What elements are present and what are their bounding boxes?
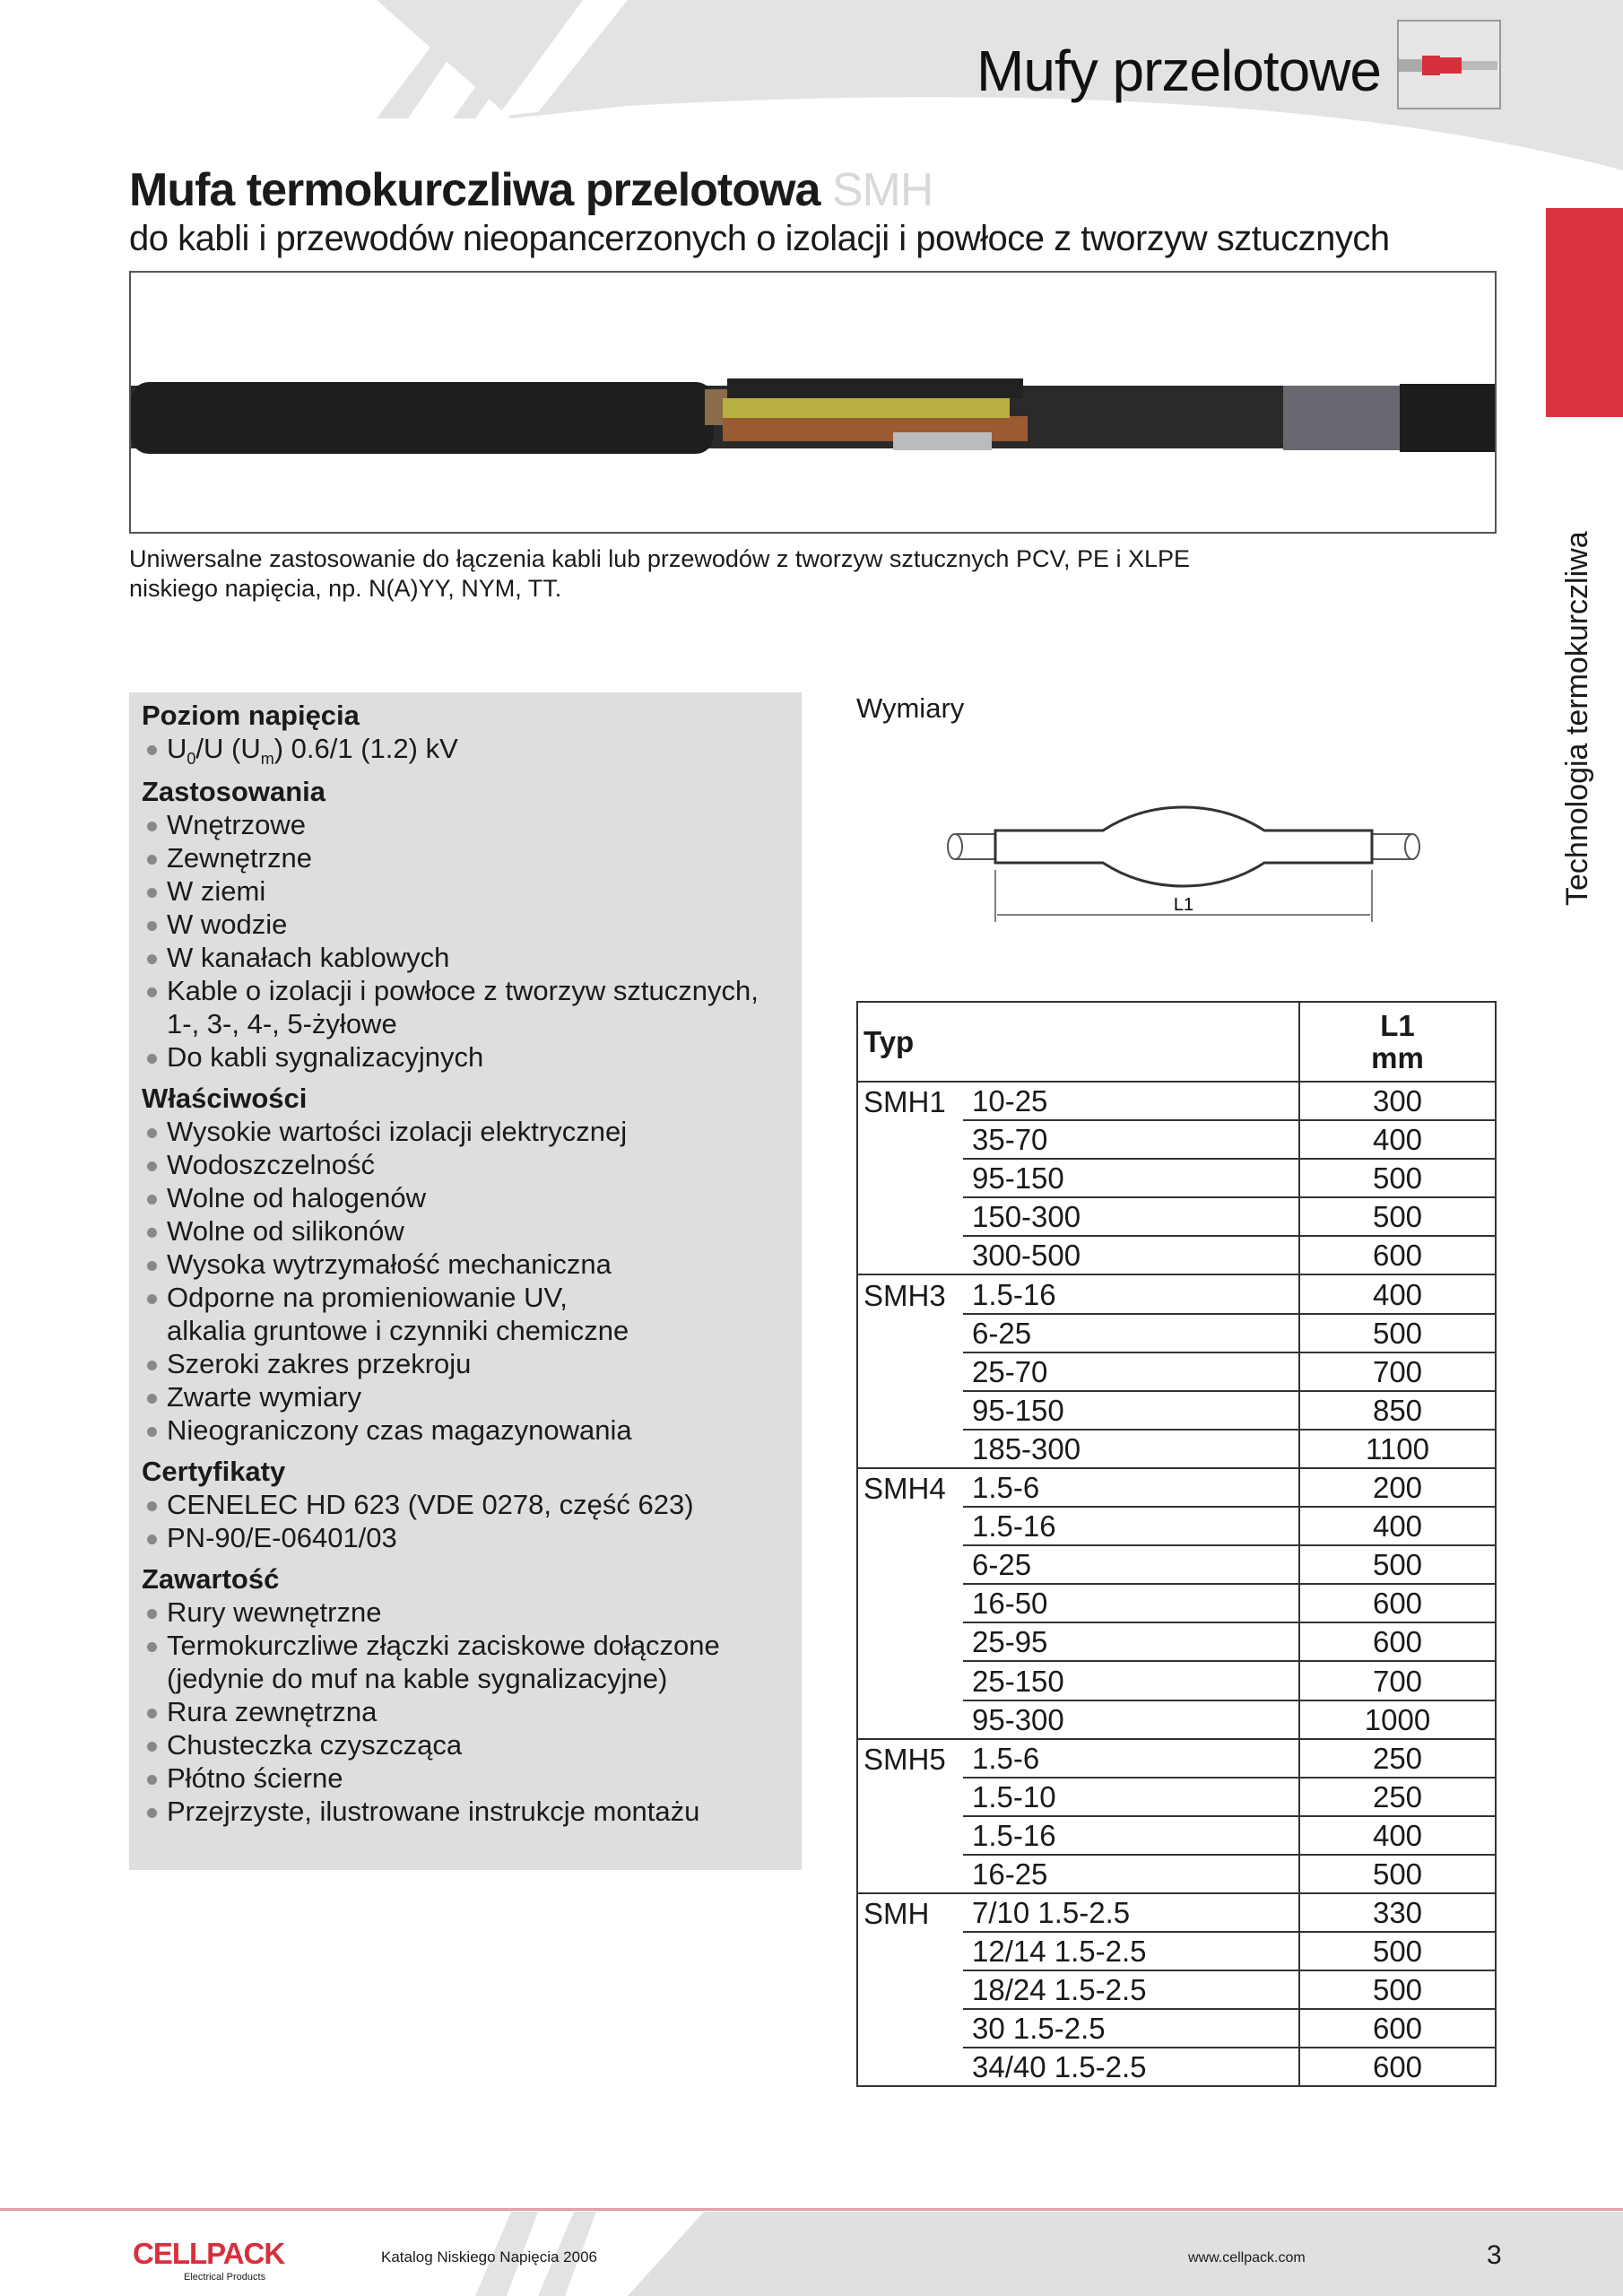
- footer-divider: [0, 2208, 1623, 2211]
- section-0: [142, 776, 789, 1074]
- um-sub: m: [260, 750, 274, 769]
- catalog-name: Katalog Niskiego Napięcia 2006: [381, 2248, 597, 2266]
- l1-cell: 500: [1299, 1855, 1496, 1893]
- l1-label: L1: [1173, 895, 1194, 915]
- table-row: [857, 1545, 1496, 1584]
- l1-cell: 600: [1299, 2009, 1496, 2048]
- list-item: PN-90/E-06401/03: [142, 1521, 789, 1554]
- l1-cell: 500: [1299, 1970, 1496, 2009]
- list-item: Zwarte wymiary: [142, 1380, 789, 1413]
- type-cell: [857, 1816, 963, 1855]
- section-tab: [1546, 208, 1623, 417]
- list-item: Wysokie wartości izolacji elektrycznej: [142, 1115, 789, 1148]
- list-item: Płótno ścierne: [142, 1761, 789, 1795]
- l1-cell: 500: [1299, 1932, 1496, 1970]
- type-cell: [857, 1314, 963, 1352]
- size-cell: 12/14 1.5-2.5: [963, 1932, 1299, 1970]
- l1-cell: 500: [1299, 1159, 1496, 1197]
- section-voltage: [142, 700, 789, 776]
- table-row: [857, 1584, 1496, 1622]
- list-item: Przejrzyste, ilustrowane instrukcje montażu: [142, 1795, 789, 1828]
- type-cell: SMH3: [857, 1274, 963, 1313]
- table-row: [857, 1622, 1496, 1661]
- table-row: [857, 1739, 1496, 1778]
- product-title: [129, 163, 933, 217]
- table-row: [857, 1314, 1496, 1352]
- size-cell: 35-70: [963, 1120, 1299, 1159]
- type-cell: [857, 1622, 963, 1661]
- side-section-label: Technologia termokurczliwa: [1560, 531, 1594, 906]
- size-cell: 95-150: [963, 1159, 1299, 1197]
- table-row: [857, 1274, 1496, 1313]
- l1-cell: 850: [1299, 1391, 1496, 1430]
- type-cell: [857, 1970, 963, 2009]
- title-text: Mufa termokurczliwa przelotowa: [129, 164, 820, 216]
- title-suffix: SMH: [831, 164, 933, 216]
- type-cell: [857, 2048, 963, 2086]
- type-cell: [857, 1236, 963, 1274]
- size-cell: 16-50: [963, 1584, 1299, 1622]
- type-cell: [857, 1430, 963, 1468]
- size-cell: 1.5-6: [963, 1468, 1299, 1507]
- table-row: [857, 1507, 1496, 1545]
- size-cell: 185-300: [972, 1431, 1081, 1465]
- product-photo: [129, 271, 1497, 534]
- table-row: [857, 1197, 1496, 1236]
- size-cell: 150-300: [963, 1197, 1299, 1236]
- section-heading: Certyfikaty: [142, 1456, 286, 1488]
- l1-cell: 250: [1299, 1778, 1496, 1816]
- list-item: W kanałach kablowych: [142, 941, 789, 974]
- spec-table: [856, 1001, 1497, 2087]
- type-cell: [857, 1507, 963, 1545]
- type-cell: [857, 1778, 963, 1816]
- size-cell: 1.5-16: [963, 1507, 1299, 1545]
- size-cell: 1.5-6: [963, 1739, 1299, 1778]
- list-item: Rury wewnętrzne: [142, 1596, 789, 1629]
- l1-cell: 400: [1299, 1816, 1496, 1855]
- list-item: Odporne na promieniowanie UV, alkalia gruntowe i czynniki chemiczne: [142, 1281, 789, 1347]
- table-row: [857, 1120, 1496, 1159]
- size-cell: 95-300: [972, 1702, 1064, 1736]
- l1-cell: 1100: [1299, 1430, 1496, 1468]
- list-item: Chusteczka czyszcząca: [142, 1728, 789, 1761]
- size-cell: 300-500: [972, 1239, 1081, 1273]
- size-cell: 6-25: [963, 1545, 1299, 1584]
- list-item: Zewnętrzne: [142, 841, 789, 874]
- type-cell: [857, 1197, 963, 1236]
- l1-cell: 400: [1299, 1274, 1496, 1313]
- size-cell: 34/40 1.5-2.5: [972, 2050, 1147, 2084]
- description: [129, 544, 1190, 604]
- section-heading: Zawartość: [142, 1563, 280, 1596]
- table-row: [857, 1893, 1496, 1932]
- l1-cell: 700: [1299, 1661, 1496, 1700]
- website-link[interactable]: www.cellpack.com: [1188, 2250, 1306, 2266]
- type-cell: [857, 1159, 963, 1197]
- l1-cell: 250: [1299, 1739, 1496, 1778]
- section-2: [142, 1456, 789, 1554]
- type-cell: [857, 1120, 963, 1159]
- list-item: Do kabli sygnalizacyjnych: [142, 1040, 789, 1074]
- table-row: [857, 1661, 1496, 1700]
- section-heading: Poziom napięcia: [142, 700, 360, 731]
- size-cell: 7/10 1.5-2.5: [963, 1893, 1299, 1932]
- l1-cell: 330: [1299, 1893, 1496, 1932]
- list-item: W ziemi: [142, 874, 789, 908]
- size-cell: 10-25: [963, 1082, 1299, 1120]
- header-type: Typ: [857, 1002, 1299, 1082]
- description-line: niskiego napięcia, np. N(A)YY, NYM, TT.: [129, 575, 562, 602]
- type-cell: [857, 1584, 963, 1622]
- table-row: [857, 1970, 1496, 2009]
- u0: U: [167, 733, 187, 764]
- table-row: [857, 2048, 1496, 2086]
- size-cell: 30 1.5-2.5: [963, 2009, 1299, 2048]
- type-cell: [857, 1932, 963, 1970]
- properties-panel: [129, 692, 802, 1870]
- table-row: [857, 2009, 1496, 2048]
- list-item: Rura zewnętrzna: [142, 1695, 789, 1728]
- table-row: [857, 1082, 1496, 1120]
- u0-sub: 0: [187, 750, 196, 769]
- type-cell: [857, 1391, 963, 1430]
- size-cell: 25-150: [963, 1661, 1299, 1700]
- l1-cell: 200: [1299, 1468, 1496, 1507]
- type-cell: [857, 1855, 963, 1893]
- section-heading: Zastosowania: [142, 776, 325, 808]
- type-cell: SMH5: [857, 1739, 963, 1778]
- size-cell: 18/24 1.5-2.5: [963, 1970, 1299, 2009]
- l1-cell: 500: [1299, 1545, 1496, 1584]
- product-subtitle: do kabli i przewodów nieopancerzonych o izolacji i powłoce z tworzyw sztucznych: [129, 219, 1390, 258]
- list-item: Nieograniczony czas magazynowania: [142, 1413, 789, 1447]
- category-title: Mufy przelotowe: [976, 39, 1381, 103]
- list-item: CENELEC HD 623 (VDE 0278, część 623): [142, 1488, 789, 1521]
- table-row: [857, 1816, 1496, 1855]
- table-row: [857, 1352, 1496, 1391]
- l1-cell: 600: [1299, 1584, 1496, 1622]
- description-line: Uniwersalne zastosowanie do łączenia kabli lub przewodów z tworzyw sztucznych PCV, PE i XLPE: [129, 545, 1191, 572]
- type-cell: [857, 1700, 963, 1739]
- cellpack-logo: CELLPACK: [133, 2237, 285, 2270]
- table-row: [857, 1932, 1496, 1970]
- list-item: Wysoka wytrzymałość mechaniczna: [142, 1248, 789, 1281]
- table-row: [857, 1391, 1496, 1430]
- l1-cell: 400: [1299, 1507, 1496, 1545]
- size-cell: 1.5-10: [963, 1778, 1299, 1816]
- voltage-item: [142, 732, 789, 776]
- type-cell: [857, 1661, 963, 1700]
- list-item: Szeroki zakres przekroju: [142, 1347, 789, 1380]
- splice-icon: [1397, 20, 1501, 109]
- list-item: Wolne od halogenów: [142, 1181, 789, 1214]
- dimension-diagram: [942, 789, 1426, 924]
- voltage-value: ) 0.6/1 (1.2) kV: [273, 733, 458, 764]
- size-cell: 1.5-16: [963, 1274, 1299, 1313]
- list-item: Wolne od silikonów: [142, 1214, 789, 1248]
- list-item: Wnętrzowe: [142, 808, 789, 841]
- table-row: [857, 1778, 1496, 1816]
- size-cell: 6-25: [963, 1314, 1299, 1352]
- section-1: [142, 1083, 789, 1447]
- list-item: W wodzie: [142, 908, 789, 941]
- type-cell: SMH: [857, 1893, 963, 1932]
- type-cell: [857, 1352, 963, 1391]
- size-cell: 95-150: [963, 1391, 1299, 1430]
- l1-cell: 400: [1299, 1120, 1496, 1159]
- list-item: Kable o izolacji i powłoce z tworzyw sztucznych, 1-, 3-, 4-, 5-żyłowe: [142, 974, 789, 1040]
- type-cell: SMH1: [857, 1082, 963, 1120]
- page-number: 3: [1487, 2240, 1502, 2270]
- l1-cell: 1000: [1299, 1700, 1496, 1739]
- type-cell: [857, 2009, 963, 2048]
- section-heading: Właściwości: [142, 1083, 308, 1115]
- dimensions-label: Wymiary: [856, 692, 965, 724]
- type-cell: SMH4: [857, 1468, 963, 1507]
- l1-cell: 600: [1299, 2048, 1496, 2086]
- table-row: [857, 1855, 1496, 1893]
- table-row: [857, 1430, 1496, 1468]
- header-unit: mm: [1371, 1040, 1424, 1074]
- l1-cell: 300: [1299, 1082, 1496, 1120]
- table-row: [857, 1159, 1496, 1197]
- l1-cell: 500: [1299, 1197, 1496, 1236]
- l1-cell: 600: [1299, 1236, 1496, 1274]
- size-cell: 16-25: [972, 1857, 1048, 1891]
- table-row: [857, 1236, 1496, 1274]
- type-cell: [857, 1545, 963, 1584]
- size-cell: 25-95: [963, 1622, 1299, 1661]
- logo-subtitle: Electrical Products: [184, 2272, 266, 2283]
- header-l1: L1: [1380, 1008, 1415, 1042]
- size-cell: 25-70: [963, 1352, 1299, 1391]
- l1-cell: 500: [1299, 1314, 1496, 1352]
- table-row: [857, 1468, 1496, 1507]
- l1-cell: 700: [1299, 1352, 1496, 1391]
- l1-cell: 600: [1299, 1622, 1496, 1661]
- size-cell: 1.5-16: [963, 1816, 1299, 1855]
- list-item: Wodoszczelność: [142, 1148, 789, 1181]
- list-item: Termokurczliwe złączki zaciskowe dołączone (jedynie do muf na kable sygnalizacyjne): [142, 1629, 789, 1695]
- table-row: [857, 1700, 1496, 1739]
- u-mid: /U (U: [195, 733, 261, 764]
- section-3: [142, 1563, 789, 1828]
